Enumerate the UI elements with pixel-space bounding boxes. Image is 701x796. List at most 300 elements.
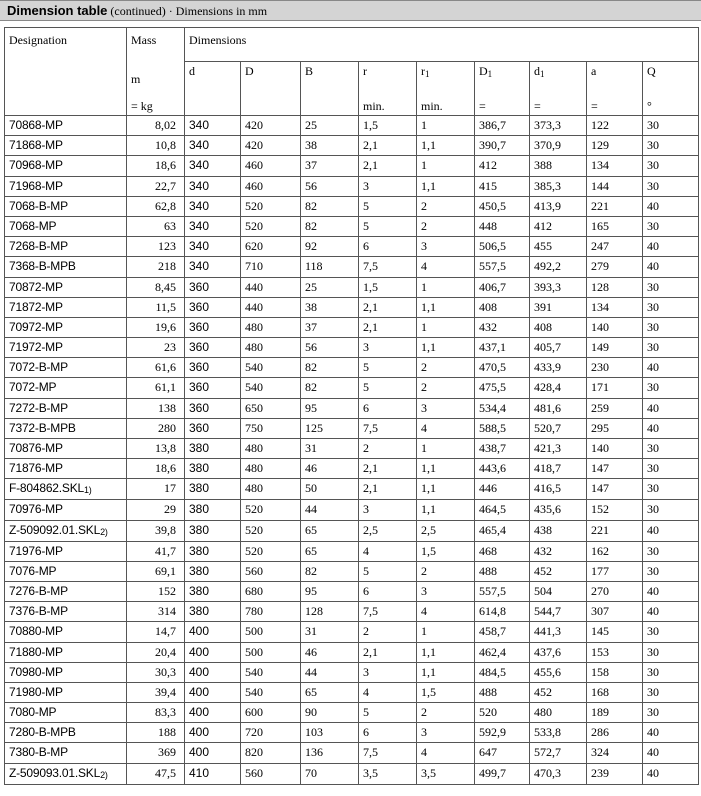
cell-r: 2,1 [359, 459, 417, 479]
cell-a: 189 [587, 703, 643, 723]
header-dimensions: Dimensions [185, 28, 699, 62]
cell-r1: 4 [417, 418, 475, 438]
cell-a: 149 [587, 338, 643, 358]
designation-text: 7068-B-MP [9, 198, 68, 213]
cell-mass: 39,8 [127, 520, 185, 541]
cell-a: 270 [587, 581, 643, 601]
designation-text: 71868-MP [9, 138, 63, 153]
cell-d1: 370,9 [530, 136, 587, 156]
table-row [5, 763, 699, 784]
cell-d1: 480 [530, 703, 587, 723]
cell-designation [5, 602, 127, 622]
footnote-mark: 2) [100, 769, 108, 780]
cell-d1: 438 [530, 520, 587, 541]
cell-a: 279 [587, 257, 643, 277]
cell-d1: 470,3 [530, 763, 587, 784]
cell-r1: 1,1 [417, 297, 475, 317]
cell-r: 4 [359, 541, 417, 561]
cell-a: 140 [587, 439, 643, 459]
cell-designation [5, 642, 127, 662]
cell-a: 153 [587, 642, 643, 662]
cell-r: 3 [359, 662, 417, 682]
cell-D: 720 [241, 723, 301, 743]
cell-B: 82 [301, 561, 359, 581]
table-title-sub: (continued) · Dimensions in mm [107, 4, 268, 18]
cell-B: 38 [301, 297, 359, 317]
designation-text: 7368-B-MPB [9, 259, 76, 274]
dimension-table [4, 27, 699, 785]
table-row [5, 602, 699, 622]
cell-r: 2,1 [359, 136, 417, 156]
cell-d1: 433,9 [530, 358, 587, 378]
cell-mass: 23 [127, 338, 185, 358]
cell-d1: 391 [530, 297, 587, 317]
table-row [5, 237, 699, 257]
cell-d1: 481,6 [530, 398, 587, 418]
cell-d: 400 [185, 703, 241, 723]
designation-text: 7276-B-MP [9, 583, 68, 598]
cell-mass: 62,8 [127, 196, 185, 216]
cell-B: 82 [301, 378, 359, 398]
cell-D1: 488 [475, 682, 530, 702]
cell-d: 360 [185, 317, 241, 337]
cell-d1: 492,2 [530, 257, 587, 277]
cell-Q: 30 [643, 176, 699, 196]
cell-d1: 408 [530, 317, 587, 337]
cell-d: 360 [185, 297, 241, 317]
cell-Q: 40 [643, 358, 699, 378]
designation-text: 7072-MP [9, 380, 57, 395]
cell-D: 520 [241, 216, 301, 236]
header-unit-B [301, 98, 359, 116]
cell-D1: 534,4 [475, 398, 530, 418]
cell-Q: 30 [643, 541, 699, 561]
table-row [5, 358, 699, 378]
cell-Q: 40 [643, 237, 699, 257]
cell-mass: 8,02 [127, 116, 185, 136]
cell-d1: 405,7 [530, 338, 587, 358]
cell-B: 82 [301, 358, 359, 378]
cell-Q: 30 [643, 682, 699, 702]
cell-d: 400 [185, 743, 241, 763]
cell-r: 4 [359, 682, 417, 702]
cell-a: 286 [587, 723, 643, 743]
cell-d: 380 [185, 541, 241, 561]
cell-r1: 1,1 [417, 500, 475, 520]
cell-D: 540 [241, 378, 301, 398]
cell-r: 2 [359, 439, 417, 459]
cell-mass: 11,5 [127, 297, 185, 317]
cell-d: 400 [185, 662, 241, 682]
designation-text: 7272-B-MP [9, 400, 68, 415]
cell-Q: 40 [643, 743, 699, 763]
header-unit-D [241, 98, 301, 116]
cell-D: 440 [241, 277, 301, 297]
cell-Q: 30 [643, 662, 699, 682]
cell-a: 307 [587, 602, 643, 622]
cell-r1: 2 [417, 196, 475, 216]
cell-r: 6 [359, 723, 417, 743]
cell-designation [5, 418, 127, 438]
cell-r1: 3 [417, 581, 475, 601]
designation-text: Z-509092.01.SKL [9, 522, 101, 537]
cell-designation [5, 743, 127, 763]
cell-D: 540 [241, 358, 301, 378]
cell-d: 340 [185, 196, 241, 216]
cell-r1: 1,1 [417, 459, 475, 479]
cell-D1: 592,9 [475, 723, 530, 743]
cell-r1: 2 [417, 216, 475, 236]
table-row [5, 156, 699, 176]
designation-text: 70868-MP [9, 118, 63, 132]
designation-text: 71968-MP [9, 178, 63, 193]
cell-D1: 406,7 [475, 277, 530, 297]
cell-B: 25 [301, 116, 359, 136]
cell-a: 129 [587, 136, 643, 156]
cell-B: 70 [301, 763, 359, 784]
cell-r: 1,5 [359, 116, 417, 136]
cell-r: 1,5 [359, 277, 417, 297]
cell-B: 25 [301, 277, 359, 297]
cell-designation [5, 439, 127, 459]
cell-mass: 314 [127, 602, 185, 622]
cell-D: 540 [241, 662, 301, 682]
cell-B: 95 [301, 398, 359, 418]
cell-mass: 19,6 [127, 317, 185, 337]
cell-designation [5, 277, 127, 297]
cell-D1: 412 [475, 156, 530, 176]
table-row [5, 459, 699, 479]
cell-r: 7,5 [359, 743, 417, 763]
cell-D1: 499,7 [475, 763, 530, 784]
header-col-r: r [359, 62, 417, 98]
cell-D1: 415 [475, 176, 530, 196]
cell-d1: 373,3 [530, 116, 587, 136]
cell-a: 140 [587, 317, 643, 337]
cell-r: 5 [359, 358, 417, 378]
cell-d1: 452 [530, 561, 587, 581]
cell-D: 440 [241, 297, 301, 317]
cell-r1: 3 [417, 398, 475, 418]
cell-B: 65 [301, 520, 359, 541]
designation-text: 7376-B-MP [9, 604, 68, 619]
cell-r1: 1,1 [417, 176, 475, 196]
cell-Q: 30 [643, 642, 699, 662]
cell-d: 340 [185, 216, 241, 236]
cell-B: 118 [301, 257, 359, 277]
table-row [5, 338, 699, 358]
cell-mass: 17 [127, 479, 185, 500]
cell-designation [5, 156, 127, 176]
cell-Q: 40 [643, 257, 699, 277]
cell-d1: 437,6 [530, 642, 587, 662]
cell-designation [5, 196, 127, 216]
cell-D: 480 [241, 338, 301, 358]
cell-a: 134 [587, 297, 643, 317]
cell-mass: 138 [127, 398, 185, 418]
cell-designation [5, 378, 127, 398]
cell-D: 420 [241, 116, 301, 136]
cell-r: 6 [359, 237, 417, 257]
cell-r: 2,5 [359, 520, 417, 541]
cell-mass: 29 [127, 500, 185, 520]
header-mass: Mass [127, 28, 185, 62]
cell-designation [5, 622, 127, 642]
cell-B: 65 [301, 541, 359, 561]
header-col-a: a [587, 62, 643, 98]
header-designation: Designation [5, 28, 127, 62]
table-title-main: Dimension table [7, 3, 108, 18]
cell-D: 480 [241, 439, 301, 459]
table-row [5, 642, 699, 662]
cell-r: 2 [359, 622, 417, 642]
designation-text: 71980-MP [9, 684, 63, 699]
designation-text: 71880-MP [9, 644, 63, 659]
cell-r1: 1 [417, 317, 475, 337]
cell-D: 460 [241, 176, 301, 196]
cell-r1: 2 [417, 561, 475, 581]
table-row [5, 277, 699, 297]
table-row [5, 216, 699, 236]
header-col-r1: r1 [417, 62, 475, 98]
cell-a: 158 [587, 662, 643, 682]
cell-d1: 432 [530, 541, 587, 561]
cell-B: 44 [301, 500, 359, 520]
cell-d: 340 [185, 176, 241, 196]
header-unit-d1: = [530, 98, 587, 116]
cell-d1: 572,7 [530, 743, 587, 763]
cell-designation [5, 338, 127, 358]
cell-r: 5 [359, 561, 417, 581]
cell-D: 600 [241, 703, 301, 723]
cell-d: 400 [185, 622, 241, 642]
cell-r1: 1 [417, 439, 475, 459]
cell-D1: 484,5 [475, 662, 530, 682]
cell-D: 710 [241, 257, 301, 277]
cell-designation [5, 479, 127, 500]
cell-a: 259 [587, 398, 643, 418]
cell-mass: 63 [127, 216, 185, 236]
header-col-D: D [241, 62, 301, 98]
mass-symbol: m [131, 71, 141, 86]
cell-d: 400 [185, 642, 241, 662]
cell-r1: 1,1 [417, 338, 475, 358]
cell-mass: 61,1 [127, 378, 185, 398]
cell-d: 400 [185, 682, 241, 702]
cell-a: 128 [587, 277, 643, 297]
cell-B: 92 [301, 237, 359, 257]
cell-designation [5, 317, 127, 337]
cell-r: 5 [359, 196, 417, 216]
cell-D: 520 [241, 541, 301, 561]
cell-r: 2,1 [359, 642, 417, 662]
cell-Q: 30 [643, 378, 699, 398]
designation-text: 70980-MP [9, 664, 63, 679]
header-col-d1: d1 [530, 62, 587, 98]
cell-Q: 30 [643, 156, 699, 176]
cell-r1: 3 [417, 723, 475, 743]
cell-D: 680 [241, 581, 301, 601]
designation-text: F-804862.SKL [9, 481, 84, 496]
cell-Q: 30 [643, 561, 699, 581]
cell-a: 221 [587, 196, 643, 216]
cell-D1: 647 [475, 743, 530, 763]
header-mass-unit: = kg [127, 98, 185, 116]
header-mass-symbol [127, 62, 185, 98]
cell-Q: 40 [643, 520, 699, 541]
table-row [5, 136, 699, 156]
table-title [0, 0, 701, 21]
cell-d: 400 [185, 723, 241, 743]
cell-Q: 40 [643, 763, 699, 784]
cell-B: 37 [301, 156, 359, 176]
cell-d: 360 [185, 277, 241, 297]
cell-B: 56 [301, 338, 359, 358]
cell-B: 95 [301, 581, 359, 601]
cell-d1: 393,3 [530, 277, 587, 297]
cell-D1: 438,7 [475, 439, 530, 459]
cell-Q: 30 [643, 317, 699, 337]
cell-D1: 462,4 [475, 642, 530, 662]
cell-d1: 533,8 [530, 723, 587, 743]
cell-D: 480 [241, 317, 301, 337]
cell-r1: 1,5 [417, 682, 475, 702]
cell-Q: 30 [643, 136, 699, 156]
header-col-B: B [301, 62, 359, 98]
designation-text: 70872-MP [9, 279, 63, 294]
cell-designation [5, 520, 127, 541]
table-row [5, 500, 699, 520]
table-row [5, 479, 699, 500]
cell-designation [5, 723, 127, 743]
cell-mass: 61,6 [127, 358, 185, 378]
cell-B: 37 [301, 317, 359, 337]
table-row [5, 297, 699, 317]
cell-D: 520 [241, 196, 301, 216]
cell-a: 147 [587, 479, 643, 500]
designation-text: 71972-MP [9, 340, 63, 355]
table-row [5, 196, 699, 216]
cell-B: 38 [301, 136, 359, 156]
cell-D1: 458,7 [475, 622, 530, 642]
cell-mass: 369 [127, 743, 185, 763]
cell-D1: 386,7 [475, 116, 530, 136]
cell-designation [5, 763, 127, 784]
cell-Q: 30 [643, 459, 699, 479]
cell-r1: 1,1 [417, 479, 475, 500]
header-designation-fill [5, 62, 127, 98]
cell-d1: 455 [530, 237, 587, 257]
cell-Q: 30 [643, 439, 699, 459]
cell-D1: 390,7 [475, 136, 530, 156]
cell-D1: 506,5 [475, 237, 530, 257]
cell-designation [5, 176, 127, 196]
cell-r1: 1,5 [417, 541, 475, 561]
cell-designation [5, 500, 127, 520]
designation-text: 7072-B-MP [9, 360, 68, 375]
cell-r: 7,5 [359, 257, 417, 277]
table-row [5, 662, 699, 682]
cell-Q: 40 [643, 418, 699, 438]
cell-D: 480 [241, 479, 301, 500]
designation-text: 70880-MP [9, 624, 63, 639]
cell-d: 360 [185, 398, 241, 418]
cell-d: 380 [185, 479, 241, 500]
cell-Q: 30 [643, 479, 699, 500]
cell-B: 90 [301, 703, 359, 723]
table-row [5, 541, 699, 561]
cell-d1: 544,7 [530, 602, 587, 622]
cell-d: 380 [185, 520, 241, 541]
cell-B: 136 [301, 743, 359, 763]
cell-r1: 2 [417, 358, 475, 378]
cell-a: 247 [587, 237, 643, 257]
cell-mass: 152 [127, 581, 185, 601]
cell-d: 340 [185, 257, 241, 277]
table-row [5, 317, 699, 337]
cell-r1: 4 [417, 602, 475, 622]
cell-a: 239 [587, 763, 643, 784]
cell-d: 360 [185, 358, 241, 378]
cell-d: 380 [185, 581, 241, 601]
cell-D1: 448 [475, 216, 530, 236]
cell-r: 3 [359, 338, 417, 358]
cell-D1: 443,6 [475, 459, 530, 479]
cell-a: 145 [587, 622, 643, 642]
cell-mass: 20,4 [127, 642, 185, 662]
header-col-Q: Q [643, 62, 699, 98]
cell-designation [5, 358, 127, 378]
designation-text: 71872-MP [9, 299, 63, 314]
cell-r1: 3 [417, 237, 475, 257]
cell-B: 50 [301, 479, 359, 500]
cell-d1: 421,3 [530, 439, 587, 459]
cell-D: 460 [241, 156, 301, 176]
cell-mass: 83,3 [127, 703, 185, 723]
designation-text: 7268-B-MP [9, 239, 68, 254]
cell-a: 162 [587, 541, 643, 561]
cell-D1: 408 [475, 297, 530, 317]
cell-a: 221 [587, 520, 643, 541]
cell-d: 380 [185, 561, 241, 581]
cell-mass: 123 [127, 237, 185, 257]
cell-a: 152 [587, 500, 643, 520]
cell-B: 44 [301, 662, 359, 682]
table-row [5, 418, 699, 438]
cell-mass: 39,4 [127, 682, 185, 702]
cell-a: 134 [587, 156, 643, 176]
cell-Q: 40 [643, 581, 699, 601]
cell-B: 125 [301, 418, 359, 438]
cell-d: 380 [185, 500, 241, 520]
cell-D: 520 [241, 520, 301, 541]
cell-r: 2,1 [359, 297, 417, 317]
cell-a: 122 [587, 116, 643, 136]
cell-Q: 40 [643, 398, 699, 418]
designation-text: 70972-MP [9, 319, 63, 334]
cell-d1: 388 [530, 156, 587, 176]
cell-B: 128 [301, 602, 359, 622]
cell-B: 56 [301, 176, 359, 196]
cell-designation [5, 257, 127, 277]
cell-d1: 416,5 [530, 479, 587, 500]
cell-designation [5, 398, 127, 418]
cell-B: 82 [301, 216, 359, 236]
cell-mass: 8,45 [127, 277, 185, 297]
designation-text: 7068-MP [9, 218, 57, 233]
cell-Q: 40 [643, 723, 699, 743]
cell-d: 360 [185, 378, 241, 398]
